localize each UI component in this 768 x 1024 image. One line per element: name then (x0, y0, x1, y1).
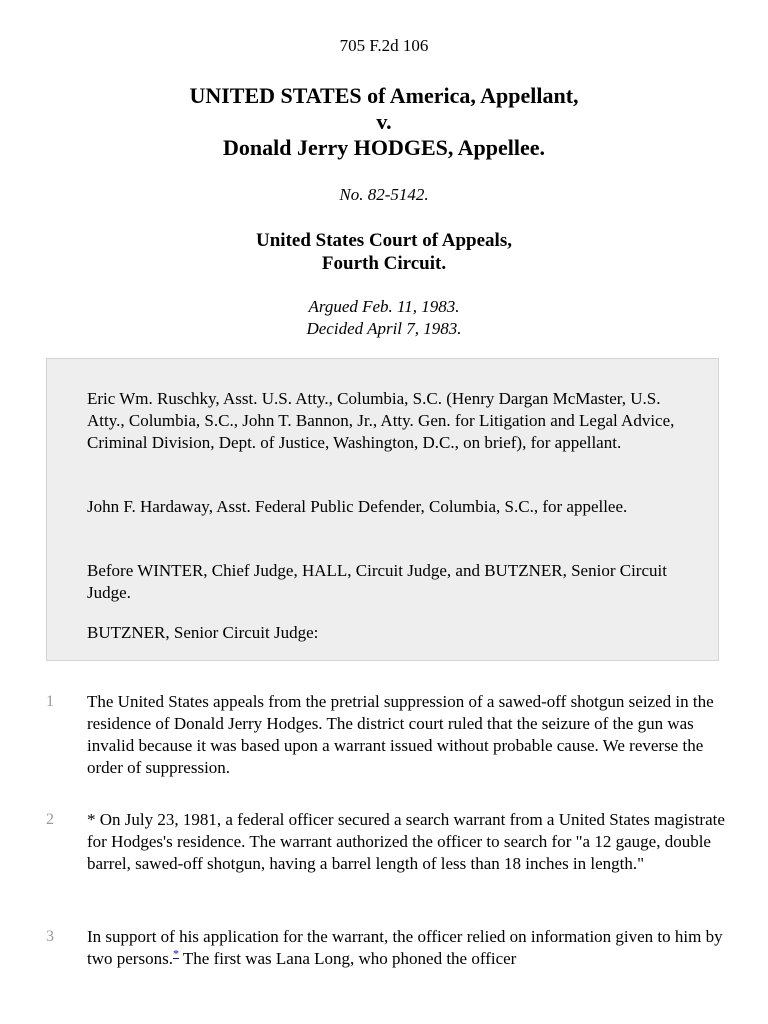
counsel-appellant: Eric Wm. Ruschky, Asst. U.S. Atty., Columbia, S.C. (Henry Dargan McMaster, U.S. Atty., Columbia, S.C., John T. Bannon, Jr., Atty. Gen. for Litigation and Legal Advice, Criminal Division, Dept. of Justice, Washington, D.C., on brief), for appellant. (87, 389, 675, 452)
judicial-panel: Before WINTER, Chief Judge, HALL, Circuit Judge, and BUTZNER, Senior Circuit Judge. (87, 561, 667, 602)
argued-date: Argued Feb. 11, 1983. (308, 297, 460, 316)
versus-line: v. (376, 109, 392, 134)
paragraph-number: 2 (46, 811, 54, 828)
case-dates (0, 296, 768, 340)
appellee-line: Donald Jerry HODGES, Appellee. (222, 135, 546, 160)
paragraph-text-after: The first was Lana Long, who phoned the officer (178, 949, 517, 968)
counsel-appellee: John F. Hardaway, Asst. Federal Public Defender, Columbia, S.C., for appellee. (87, 497, 628, 516)
appellant-line: UNITED STATES of America, Appellant, (189, 83, 579, 108)
court-name (0, 229, 768, 275)
court-line-2: Fourth Circuit. (321, 253, 447, 274)
footnote-link[interactable]: * (172, 946, 179, 961)
paragraph-text: * On July 23, 1981, a federal officer secured a search warrant from a United States magistrate for Hodges's residence. The warrant authorized the officer to search for "a 12 gauge, double barrel, sawed-off shotgun, having a barrel length of less than 18 inches in length." (87, 810, 725, 873)
paragraph-text: The United States appeals from the pretrial suppression of a sawed-off shotgun seized in the residence of Donald Jerry Hodges. The district court ruled that the seizure of the gun was invalid because it was based upon a warrant issued without probable cause. We reverse the order of suppression. (87, 692, 714, 777)
paragraph-text-before: In support of his application for the warrant, the officer relied on information given to him by two persons. (87, 927, 723, 968)
paragraph-text (87, 926, 727, 970)
decided-date: Decided April 7, 1983. (306, 319, 462, 338)
paragraph-number: 1 (46, 693, 54, 710)
case-title (0, 83, 768, 161)
case-header-box (46, 358, 719, 661)
opinion-author: BUTZNER, Senior Circuit Judge: (87, 623, 319, 642)
court-line-1: United States Court of Appeals, (256, 230, 512, 251)
paragraph-number: 3 (46, 928, 54, 945)
docket-number: No. 82-5142. (339, 185, 429, 204)
citation: 705 F.2d 106 (339, 36, 429, 55)
